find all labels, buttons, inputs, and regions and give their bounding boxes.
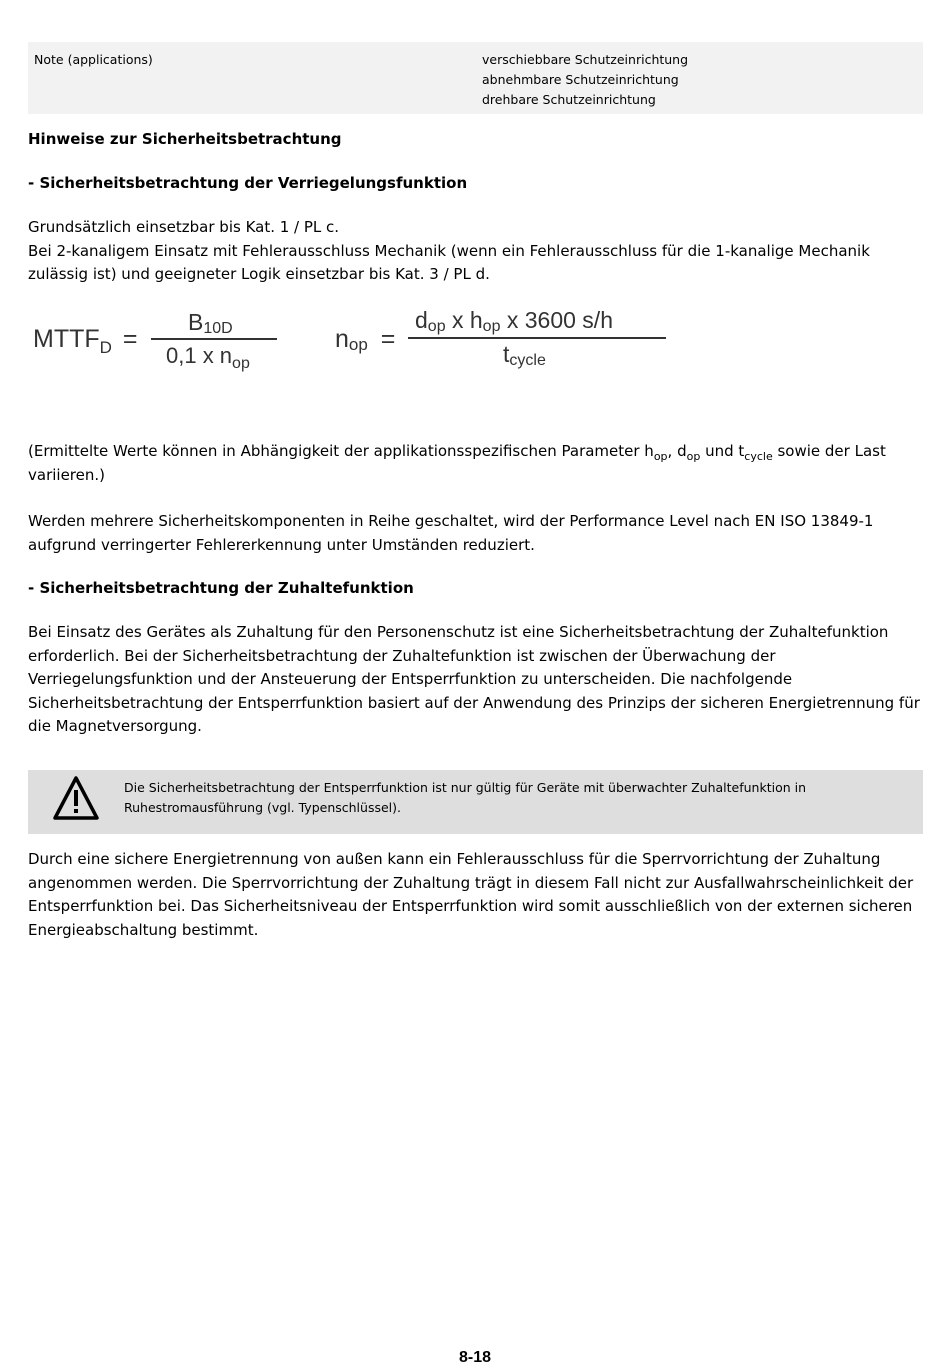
- page-number: 8-18: [458, 1349, 492, 1366]
- para-values: (Ermittelte Werte können in Abhängigkeit der applikationsspezifischen Parameter $h_{op}$, $d_{op}$ und $t_{cycle}$ sowie der Last variieren.): [28, 442, 886, 484]
- formula-tcycle: $t_{cycle}$: [503, 341, 546, 369]
- para-interlock: [28, 216, 923, 287]
- note-values: [482, 50, 688, 110]
- heading-main: Hinweise zur Sicherheitsbetrachtung: [28, 130, 342, 148]
- para-interlock-line1: Grundsätzlich einsetzbar bis Kat. 1 / PL c.: [28, 218, 340, 236]
- note-value: abnehmbare Schutzeinrichtung: [482, 72, 679, 87]
- para-interlock-line2: Bei 2-kanaligem Einsatz mit Fehlerausschluss Mechanik (wenn ein Fehlerausschluss für die 1-kanalige Mechanik zulässig ist) und geeigneter Logik einsetzbar bis Kat. 3 / PL d.: [28, 241, 870, 283]
- formula-numerator: $d_{op}$ x $h_{op}$ x 3600 s/h: [415, 307, 613, 335]
- fraction-line-1: [151, 338, 277, 340]
- formula-denominator: 0,1 x $n_{op}$: [166, 343, 250, 372]
- para-locking: Bei Einsatz des Gerätes als Zuhaltung für den Personenschutz ist eine Sicherheitsbetrachtung der Zuhaltefunktion erforderlich. Bei der Sicherheitsbetrachtung der Zuhaltefunktion ist zwischen der Überwachung der Verriegelungsfunktion und der Ansteuerung der Entsperrfunktion zu unterscheiden. Die nachfolgende Sicherheitsbetrachtung der Entsperrfunktion basiert auf der Anwendung des Prinzips der sicheren Energietrennung für die Magnetversorgung.: [28, 623, 920, 735]
- note-label: Note (applications): [34, 52, 153, 67]
- heading-locking: - Sicherheitsbetrachtung der Zuhaltefunktion: [28, 579, 414, 597]
- formula-mttf: $MTTF_D$ =: [33, 325, 138, 357]
- fraction-line-2: [408, 337, 666, 339]
- para-energy: Durch eine sichere Energietrennung von außen kann ein Fehlerausschluss für die Sperrvorrichtung der Zuhaltung angenommen werden. Die Sperrvorrichtung der Zuhaltung trägt in diesem Fall nicht zur Ausfallwahrscheinlichkeit der Entsperrfunktion bei. Das Sicherheitsniveau der Entsperrfunktion wird somit ausschließlich von der externen sicheren Energieabschaltung bestimmt.: [28, 850, 914, 939]
- warning-box: [28, 770, 923, 834]
- formula-b10d: $B_{10D}$: [188, 309, 233, 337]
- note-value: drehbare Schutzeinrichtung: [482, 92, 656, 107]
- mttf-formula: [33, 303, 673, 383]
- warning-text: Die Sicherheitsbetrachtung der Entsperrfunktion ist nur gültig für Geräte mit überwachter Zuhaltefunktion in Ruhestromausführung (vgl. Typenschlüssel).: [124, 780, 807, 815]
- heading-interlock: - Sicherheitsbetrachtung der Verriegelungsfunktion: [28, 174, 468, 192]
- warning-triangle-icon: [52, 774, 100, 822]
- note-value: verschiebbare Schutzeinrichtung: [482, 52, 689, 67]
- para-series: Werden mehrere Sicherheitskomponenten in Reihe geschaltet, wird der Performance Level nach EN ISO 13849-1 aufgrund verringerter Fehlererkennung unter Umständen reduziert.: [28, 512, 874, 554]
- formula-nop: $n_{op}$ =: [335, 325, 396, 354]
- note-table: [28, 42, 923, 114]
